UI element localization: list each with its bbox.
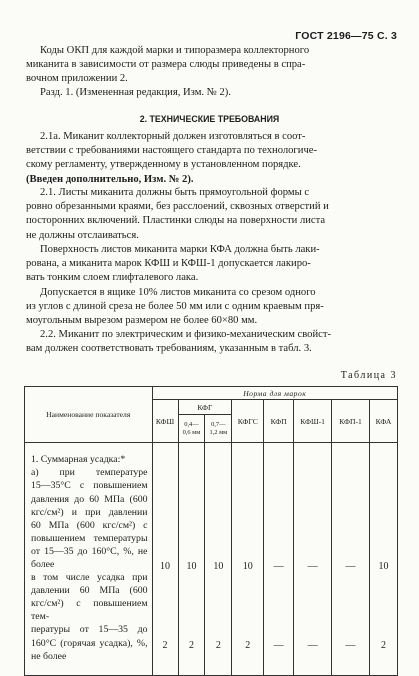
column-header-kfg: КФГ — [178, 400, 232, 415]
value-total: 10 — [242, 561, 253, 572]
text-line: посторонних включений. Пластинки слюды на поверхности листа — [26, 215, 326, 227]
text-line: давлении 60 МПа (600 — [31, 585, 148, 597]
text-line: 15—35°С с повышением — [31, 480, 148, 492]
text-line: Допускается в ящике 10% листов миканита со срезом одного — [40, 287, 316, 298]
text-line: кгс/см²) с повышением тем- — [31, 598, 148, 623]
value-hot: 2 — [381, 640, 386, 651]
text-line: вочном приложении 2. — [26, 73, 128, 85]
column-header-kfp: КФП — [264, 400, 294, 443]
text-line: моугольным вырезом размером не более 60×80 мм. — [26, 315, 258, 327]
text-line: 160°С (горячая усадка), %, — [31, 637, 148, 649]
value-total: — — [345, 561, 356, 572]
text-line: рована, а миканита марок КФШ и КФШ-1 допускается лакиро- — [26, 258, 311, 270]
text-line: 2.1. Листы миканита должны быть прямоугольной формы с — [40, 187, 310, 198]
paragraph-allowance — [26, 286, 400, 329]
text-line: скому регламенту, утвержденному в установленном порядке. — [26, 159, 301, 171]
cell-kfsh — [152, 443, 178, 676]
text-line: 1. Суммарная усадка:* — [31, 454, 126, 466]
text-line: 2.2. Миканит по электрическим и физико-механическим свойст- — [40, 329, 332, 340]
value-total: — — [273, 561, 284, 572]
page-header: ГОСТ 2196—75 С. 3 — [295, 30, 397, 42]
text-line: из углов с длиной среза не более 50 мм или с одним краевым пря- — [26, 301, 324, 313]
norm-header: Норма для марок — [152, 387, 397, 400]
text-line: Поверхность листов миканита марки КФА должна быть лаки- — [40, 244, 320, 255]
section-title: 2. ТЕХНИЧЕСКИЕ ТРЕБОВАНИЯ — [139, 114, 280, 124]
intro-paragraph-amendment: Разд. 1. (Измененная редакция, Изм. № 2). — [40, 87, 231, 98]
column-header-kfg-thick: 0,7—1,2 мм — [205, 415, 232, 443]
text-line: 60 МПа (600 кгс/см²) с — [31, 519, 148, 531]
text-line: давления до 60 МПа (600 — [31, 493, 148, 505]
text-line: пературы от 15—35 до — [31, 624, 148, 636]
text-line: 2.1а. Миканит коллекторный должен изготовляться в соот- — [40, 131, 306, 142]
cell-kfgs — [232, 443, 264, 676]
cell-kfg-thick — [205, 443, 232, 676]
text-line: вать тонким слоем глифталевого лака. — [26, 272, 199, 284]
cell-kfsh1 — [294, 443, 332, 676]
text-line: ветствии с требованиями настоящего стандарта по технологиче- — [26, 145, 318, 157]
text-line: не более — [31, 650, 67, 662]
text-line: более — [31, 559, 55, 570]
column-header-kfg-thin: 0,4—0,6 мм — [178, 415, 205, 443]
text-line: не должны отслаиваться. — [26, 229, 139, 241]
cell-kfg-thin — [178, 443, 205, 676]
value-hot: 2 — [245, 640, 251, 651]
text-line: от 15—35 до 160°С, %, не — [31, 545, 148, 557]
paragraph-2-1a — [26, 130, 400, 187]
text-line: в том числе усадка при — [31, 572, 148, 584]
text-line: Коды ОКП для каждой марки и типоразмера коллекторного — [40, 45, 310, 56]
column-header-kfsh: КФШ — [152, 400, 178, 443]
paragraph-2-1 — [26, 186, 400, 243]
cell-kfa — [370, 443, 398, 676]
value-total: 10 — [378, 561, 389, 572]
text-line: миканита в зависимости от размера слюды приведены в спра- — [26, 59, 306, 71]
column-header-kfsh1: КФШ-1 — [294, 400, 332, 443]
value-hot: 2 — [162, 640, 168, 651]
cell-kfp1 — [332, 443, 370, 676]
value-hot: — — [307, 640, 318, 651]
column-header-kfgs: КФГС — [232, 400, 264, 443]
value-hot: — — [273, 640, 284, 651]
intro-paragraph-okp — [26, 44, 400, 87]
text-line: кгс/см²) и при давлении — [31, 506, 148, 518]
cell-kfp — [264, 443, 294, 676]
row-description — [25, 443, 153, 676]
text-line: а) при температуре — [31, 467, 148, 479]
value-hot: 2 — [188, 640, 194, 651]
paragraph-surface — [26, 243, 400, 286]
text-line: повышением температуры — [31, 532, 148, 544]
paragraph-2-2 — [26, 328, 400, 356]
value-total: 10 — [213, 561, 224, 572]
text-line: вам должен соответствовать требованиям, указанным в табл. 3. — [26, 343, 312, 355]
data-table — [24, 386, 398, 676]
value-total: 10 — [186, 561, 197, 572]
column-header-kfa: КФА — [370, 400, 398, 443]
table-caption: Таблица 3 — [340, 370, 397, 381]
column-header-name: Наименование показателя — [25, 387, 153, 443]
amendment-note: (Введен дополнительно, Изм. № 2). — [26, 173, 194, 185]
column-header-kfp1: КФП-1 — [332, 400, 370, 443]
value-hot: — — [345, 640, 356, 651]
value-total: — — [307, 561, 318, 572]
value-total: 10 — [160, 561, 171, 572]
value-hot: 2 — [215, 640, 221, 651]
text-line: ровно обрезанными краями, без расслоений, сквозных отверстий и — [26, 201, 329, 213]
